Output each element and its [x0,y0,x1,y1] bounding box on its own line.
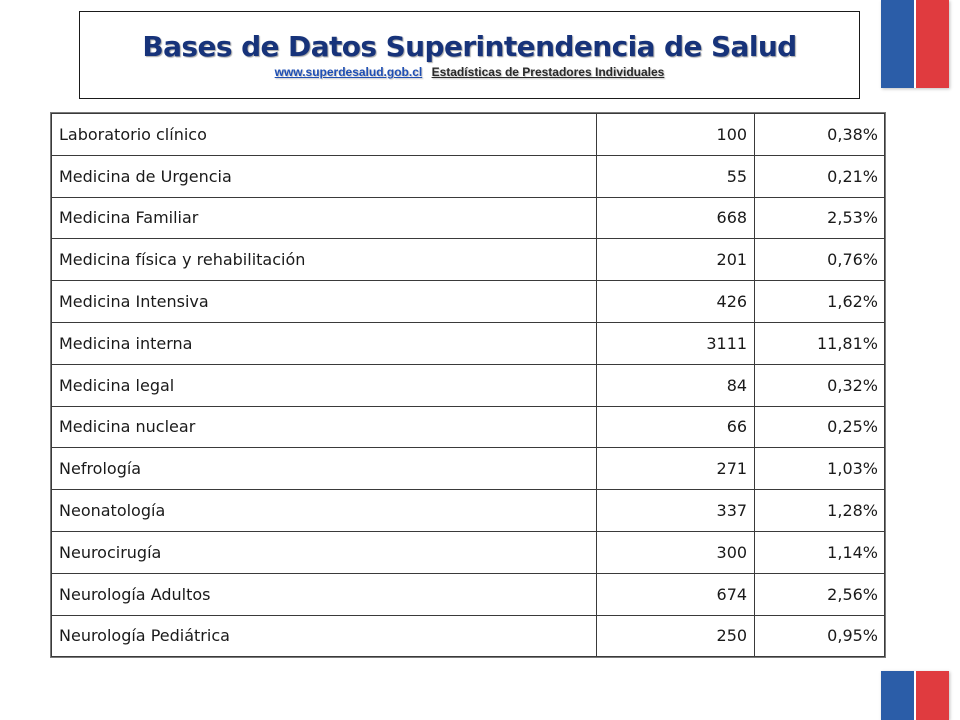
specialty-cell: Medicina nuclear [52,406,597,448]
percent-cell: 0,38% [755,114,885,156]
table-row [52,322,885,364]
count-cell: 55 [597,155,755,197]
specialty-cell: Laboratorio clínico [52,114,597,156]
percent-cell: 11,81% [755,322,885,364]
table-row [52,573,885,615]
specialty-cell: Neonatología [52,490,597,532]
table-row [52,281,885,323]
specialty-cell: Neurología Adultos [52,573,597,615]
count-cell: 3111 [597,322,755,364]
specialty-cell: Neurología Pediátrica [52,615,597,657]
count-cell: 300 [597,531,755,573]
table-row [52,155,885,197]
percent-cell: 0,32% [755,364,885,406]
specialty-cell: Nefrología [52,448,597,490]
flag-blue-stripe [881,671,914,720]
specialty-cell: Medicina Intensiva [52,281,597,323]
specialty-cell: Medicina física y rehabilitación [52,239,597,281]
count-cell: 201 [597,239,755,281]
percent-cell: 1,28% [755,490,885,532]
table-row [52,406,885,448]
table-row [52,239,885,281]
count-cell: 250 [597,615,755,657]
specialty-cell: Neurocirugía [52,531,597,573]
count-cell: 426 [597,281,755,323]
subtitle-text: Estadísticas de Prestadores Individuales [431,65,665,79]
count-cell: 66 [597,406,755,448]
specialty-cell: Medicina Familiar [52,197,597,239]
percent-cell: 1,62% [755,281,885,323]
flag-red-stripe [916,671,949,720]
table-row [52,615,885,657]
count-cell: 674 [597,573,755,615]
specialty-cell: Medicina de Urgencia [52,155,597,197]
percent-cell: 1,14% [755,531,885,573]
percent-cell: 0,95% [755,615,885,657]
specialty-table [51,113,885,657]
flag-decoration-bottom [881,671,949,720]
table-row [52,197,885,239]
specialty-cell: Medicina interna [52,322,597,364]
percent-cell: 0,21% [755,155,885,197]
header-box [79,11,860,99]
table-row [52,531,885,573]
count-cell: 84 [597,364,755,406]
flag-blue-stripe [881,0,914,88]
table-body [52,114,885,657]
website-link[interactable]: www.superdesalud.gob.cl [274,65,423,79]
count-cell: 271 [597,448,755,490]
percent-cell: 1,03% [755,448,885,490]
percent-cell: 0,25% [755,406,885,448]
flag-red-stripe [916,0,949,88]
count-cell: 100 [597,114,755,156]
page-title: Bases de Datos Superintendencia de Salud [142,30,797,63]
percent-cell: 2,53% [755,197,885,239]
table-row [52,364,885,406]
flag-decoration-top [881,0,949,88]
header-subtitle [80,65,859,80]
count-cell: 337 [597,490,755,532]
percent-cell: 0,76% [755,239,885,281]
percent-cell: 2,56% [755,573,885,615]
count-cell: 668 [597,197,755,239]
specialty-cell: Medicina legal [52,364,597,406]
table-row [52,490,885,532]
table-row [52,114,885,156]
table-row [52,448,885,490]
